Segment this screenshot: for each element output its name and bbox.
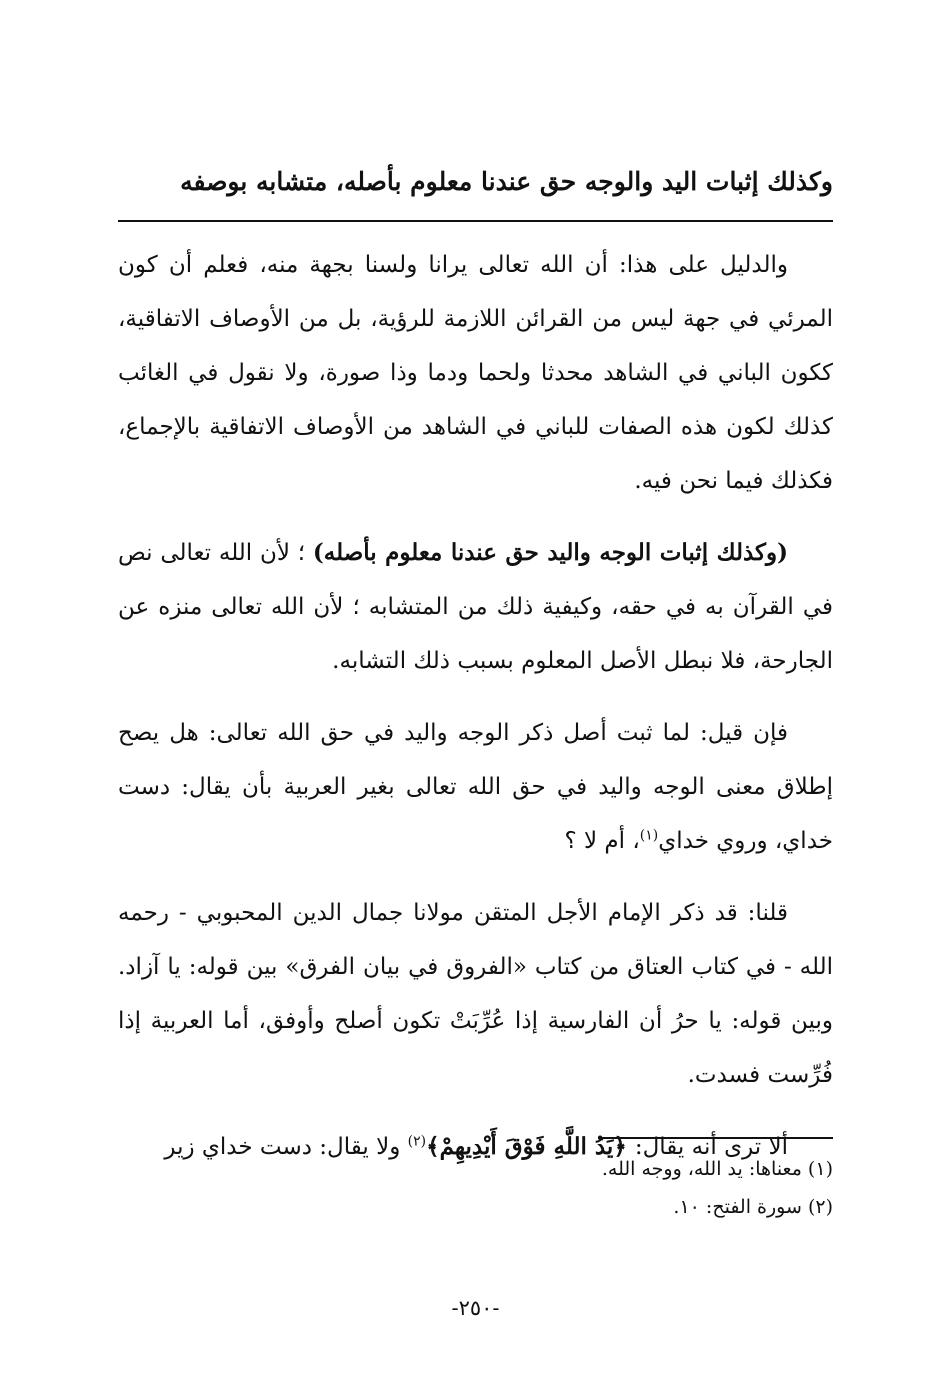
paragraph-text: ألا ترى أنه يقال:	[634, 1134, 788, 1160]
paragraph-main-statement	[118, 526, 833, 688]
paragraph-text-end: ولا يقال: دست خداي زير	[164, 1134, 408, 1160]
main-text	[118, 238, 833, 1192]
paragraph-text: ؛ لأن الله تعالى نص في القرآن به في حقه، وكيفية ذلك من المتشابه ؛ لأن الله تعالى منزه عن الجارحة، فلا نبطل الأصل المعلوم بسبب ذلك التشابه.	[118, 540, 833, 674]
footnote-divider	[598, 1137, 833, 1139]
paragraph-text: فإن قيل: لما ثبت أصل ذكر الوجه واليد في حق الله تعالى: هل يصح إطلاق معنى الوجه واليد في حق الله تعالى بغير العربية بأن يقال: دست خداي، وروي خداي	[118, 720, 833, 854]
footnotes	[118, 1150, 833, 1226]
footnote-marker-2: (٢)	[407, 1133, 427, 1150]
paragraph-text: والدليل على هذا: أن الله تعالى يرانا ولسنا بجهة منه، فعلم أن كون المرئي في جهة ليس من القرائن اللازمة للرؤية، بل من الأوصاف الاتفاقية، ككون الباني في الشاهد محدثا ولحما ودما وذا صورة، ولا نقول في الغائب كذلك لكون هذه الصفات للباني في الشاهد من الأوصاف الاتفاقية بالإجماع، فكذلك فيما نحن فيه.	[118, 252, 833, 494]
paragraph-text: قلنا: قد ذكر الإمام الأجل المتقن مولانا جمال الدين المحبوبي - رحمه الله - في كتاب العتاق من كتاب «الفروق في بيان الفرق» بين قوله: يا آزاد. وبين قوله: يا حرُ أن الفارسية إذا عُرِّبَتْ تكون أصلح وأوفق، أما العربية إذا فُرِّست فسدت.	[118, 900, 833, 1088]
footnote-marker-1: (١)	[639, 827, 659, 844]
page-number: -٢٥٠-	[451, 1296, 500, 1320]
header-divider	[118, 220, 833, 222]
running-header: وكذلك إثبات اليد والوجه حق عندنا معلوم بأصله، متشابه بوصفه	[180, 167, 833, 196]
footnote-1: (١) معناها: يد الله، ووجه الله.	[601, 1158, 833, 1180]
paragraph-objection	[118, 706, 833, 868]
paragraph-reply	[118, 886, 833, 1102]
paragraph-evidence	[118, 238, 833, 508]
paragraph-text-end: ، أم لا ؟	[564, 828, 640, 854]
footnote-2: (٢) سورة الفتح: ١٠.	[673, 1196, 833, 1218]
matn-quote: (وكذلك إثبات الوجه واليد حق عندنا معلوم بأصله)	[312, 539, 788, 566]
quran-verse: ﴿يَدُ اللَّهِ فَوْقَ أَيْدِيهِمْ﴾	[426, 1133, 635, 1160]
book-page	[118, 0, 833, 1377]
